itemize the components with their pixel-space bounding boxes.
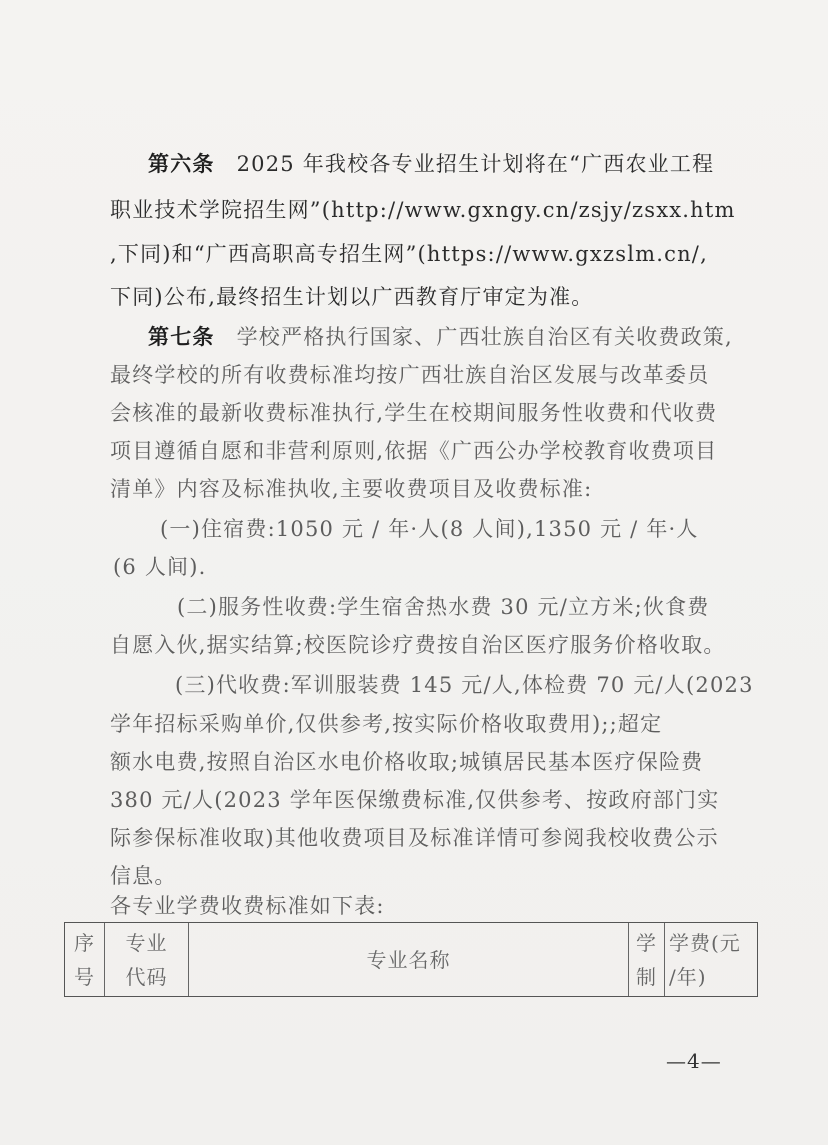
fee-item3-line-3: 额水电费,按照自治区水电价格收取;城镇居民基本医疗保险费 (110, 750, 704, 774)
article6-line-4: 下同)公布,最终招生计划以广西教育厅审定为准。 (110, 285, 594, 309)
table-intro: 各专业学费收费标准如下表: (110, 894, 385, 918)
header-cell-code: 专业 代码 (105, 923, 189, 996)
fee-table-header (64, 922, 758, 997)
fee-item1-line-2: (6 人间). (113, 555, 207, 579)
fee-item2-line-1: (二)服务性收费:学生宿舍热水费 30 元/立方米;伙食费 (177, 595, 710, 619)
article7-line-2: 最终学校的所有收费标准均按广西壮族自治区发展与改革委员 (110, 363, 710, 387)
article6-heading: 第六条 (148, 151, 215, 176)
article6-line-3: ,下同)和“广西高职高专招生网”(https://www.gxzslm.cn/, (110, 242, 708, 266)
article7-text-1: 学校严格执行国家、广西壮族自治区有关收费政策, (236, 325, 733, 349)
article7-line-4: 项目遵循自愿和非营利原则,依据《广西公办学校教育收费项目 (110, 439, 718, 463)
article7-line-5: 清单》内容及标准执收,主要收费项目及收费标准: (110, 477, 593, 501)
header-cell-name: 专业名称 (189, 923, 629, 996)
fee-item2-line-2: 自愿入伙,据实结算;校医院诊疗费按自治区医疗服务价格收取。 (110, 633, 726, 657)
article7-line-3: 会核准的最新收费标准执行,学生在校期间服务性收费和代收费 (110, 401, 718, 425)
fee-item3-line-1: (三)代收费:军训服装费 145 元/人,体检费 70 元/人(2023 (175, 673, 754, 697)
header-cell-fee: 学费(元 /年) (669, 930, 741, 989)
fee-item3-line-4: 380 元/人(2023 学年医保缴费标准,仅供参考、按政府部门实 (110, 788, 720, 812)
fee-item3-line-6: 信息。 (110, 864, 177, 888)
fee-item3-line-5: 际参保标准收取)其他收费项目及标准详情可参阅我校收费公示 (110, 826, 719, 850)
header-cell-seq: 序 号 (65, 923, 105, 996)
article6-line-2: 职业技术学院招生网”(http://www.gxngy.cn/zsjy/zsxx.htm (110, 198, 736, 222)
header-cell-years: 学 制 (629, 923, 665, 996)
article7-heading: 第七条 (148, 324, 215, 349)
fee-item3-line-2: 学年招标采购单价,仅供参考,按实际价格收取费用);;超定 (110, 712, 663, 736)
fee-item1-line-1: (一)住宿费:1050 元 / 年·人(8 人间),1350 元 / 年·人 (160, 517, 699, 541)
article6-text-1: 2025 年我校各专业招生计划将在“广西农业工程 (236, 152, 715, 176)
article6-line-1 (148, 150, 714, 178)
page-number: —4— (666, 1049, 722, 1073)
article7-line-1 (148, 323, 733, 351)
